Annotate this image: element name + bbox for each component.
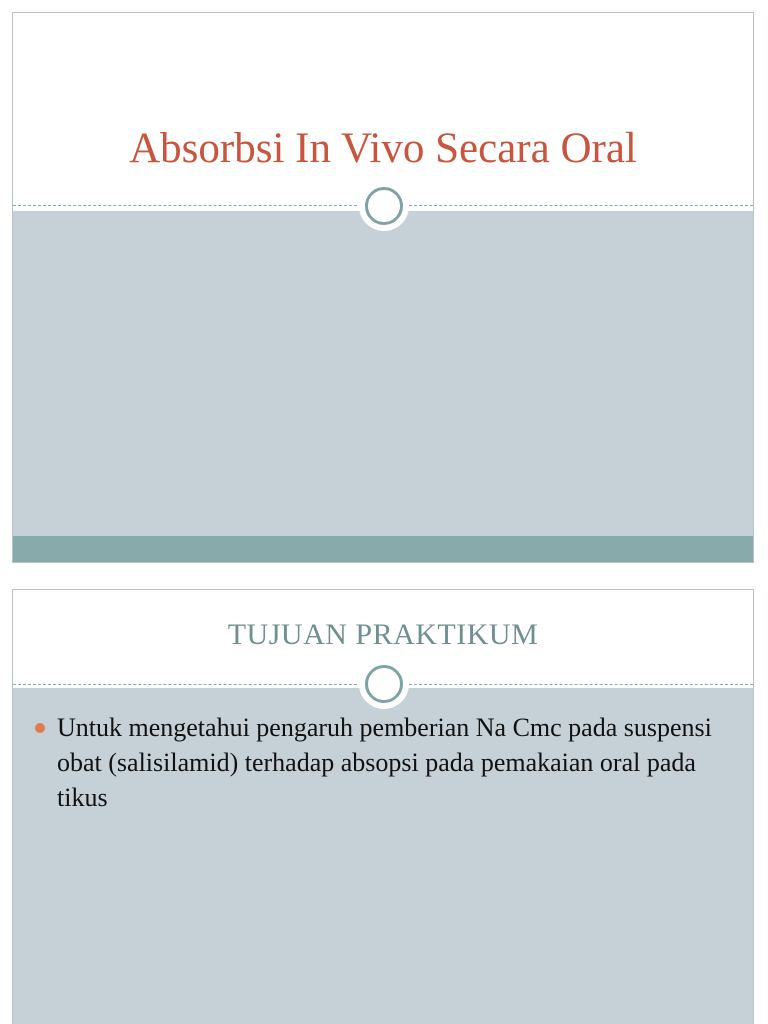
ring-shape <box>365 665 403 703</box>
bullet-item <box>33 710 733 815</box>
slide-title <box>12 12 754 563</box>
bullet-dot-icon <box>35 723 45 733</box>
ring-shape <box>365 187 403 225</box>
circle-ring-icon <box>359 181 409 231</box>
slide-title-text: Absorbsi In Vivo Secara Oral <box>129 125 637 172</box>
bullet-list <box>33 710 733 815</box>
circle-ring-icon <box>359 659 409 709</box>
section-title-text: TUJUAN PRAKTIKUM <box>227 618 539 651</box>
slide-footer-bar <box>13 536 753 562</box>
bullet-text: Untuk mengetahui pengaruh pemberian Na Cmc pada suspensi obat (salisilamid) terhadap absopsi pada pemakaian oral pada tikus <box>57 713 712 812</box>
slide-objective <box>12 589 754 1024</box>
